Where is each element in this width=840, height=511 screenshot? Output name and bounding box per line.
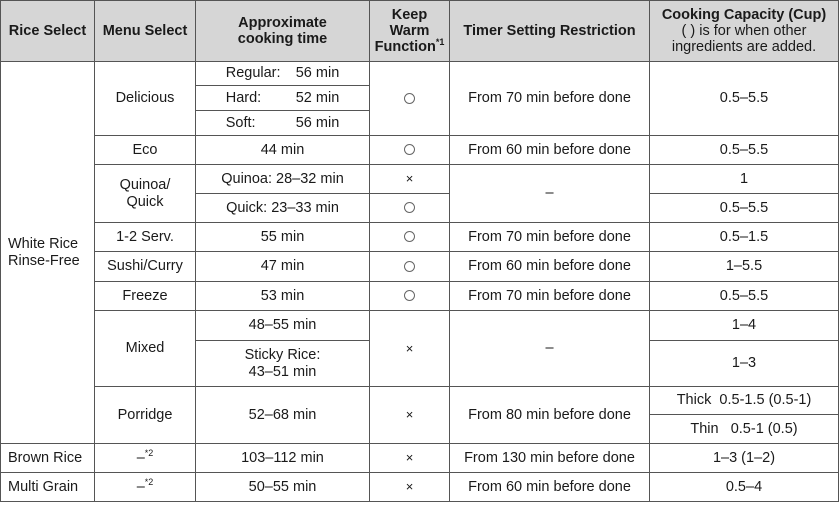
timer-delicious: From 70 min before done xyxy=(450,62,650,136)
circle-icon xyxy=(404,202,415,213)
timer-sushi-curry: From 60 min before done xyxy=(450,252,650,282)
capacity-brown-rice: 1–3 (1–2) xyxy=(650,444,839,473)
time-brown-rice: 103–112 min xyxy=(196,444,370,473)
table-row xyxy=(1,444,839,473)
keep-warm-multi-grain xyxy=(370,473,450,502)
time-porridge: 52–68 min xyxy=(196,387,370,444)
keep-warm-quinoa xyxy=(370,165,450,194)
circle-icon xyxy=(404,261,415,272)
capacity-thick: Thick 0.5-1.5 (0.5-1) xyxy=(650,387,838,415)
table-row xyxy=(1,165,839,194)
header-keep-warm: Keep Warm Function$^{*1}$ xyxy=(370,1,450,62)
capacity-quinoa: 1 xyxy=(650,165,839,194)
capacity-eco: 0.5–5.5 xyxy=(650,136,839,165)
table-row xyxy=(1,136,839,165)
timer-quinoa-quick: – xyxy=(450,165,650,223)
capacity-1-2-serv: 0.5–1.5 xyxy=(650,223,839,252)
capacity-freeze: 0.5–5.5 xyxy=(650,282,839,311)
circle-icon xyxy=(404,93,415,104)
timer-eco: From 60 min before done xyxy=(450,136,650,165)
circle-icon xyxy=(404,144,415,155)
header-cooking-time: Approximate cooking time xyxy=(196,1,370,62)
capacity-sushi-curry: 1–5.5 xyxy=(650,252,839,282)
capacity-quick: 0.5–5.5 xyxy=(650,194,839,223)
capacity-thin: Thin 0.5-1 (0.5) xyxy=(690,421,798,437)
keep-warm-porridge xyxy=(370,387,450,444)
table-row xyxy=(1,223,839,252)
table-row xyxy=(1,473,839,502)
menu-mixed: Mixed xyxy=(95,311,196,387)
header-timer: Timer Setting Restriction xyxy=(450,1,650,62)
menu-porridge: Porridge xyxy=(95,387,196,444)
header-menu-select: Menu Select xyxy=(95,1,196,62)
timer-porridge: From 80 min before done xyxy=(450,387,650,444)
cross-mark: × xyxy=(405,450,414,465)
header-capacity: Cooking Capacity (Cup) ( ) is for when other ingredients are added. xyxy=(650,1,839,62)
timer-mixed: – xyxy=(450,311,650,387)
time-1-2-serv: 55 min xyxy=(196,223,370,252)
group-white-rice: White Rice Rinse-Free xyxy=(1,62,95,444)
timer-freeze: From 70 min before done xyxy=(450,282,650,311)
menu-brown-rice: –$^{*2}$ xyxy=(95,444,196,473)
keep-warm-quick xyxy=(370,194,450,223)
time-quick: Quick: 23–33 min xyxy=(196,194,370,223)
group-brown-rice: Brown Rice xyxy=(1,444,95,473)
keep-warm-mixed xyxy=(370,311,450,387)
cross-mark: × xyxy=(405,407,414,422)
time-regular: Regular: 56 min xyxy=(196,62,370,86)
cross-mark: × xyxy=(405,479,414,494)
capacity-multi-grain: 0.5–4 xyxy=(650,473,839,502)
time-eco: 44 min xyxy=(196,136,370,165)
cross-mark: × xyxy=(405,171,414,186)
menu-delicious: Delicious xyxy=(95,62,196,136)
keep-warm-brown-rice xyxy=(370,444,450,473)
cross-mark: × xyxy=(405,340,414,356)
circle-icon xyxy=(404,231,415,242)
keep-warm-sushi-curry xyxy=(370,252,450,282)
menu-quinoa-quick: Quinoa/ Quick xyxy=(95,165,196,223)
time-freeze: 53 min xyxy=(196,282,370,311)
capacity-delicious: 0.5–5.5 xyxy=(650,62,839,136)
timer-1-2-serv: From 70 min before done xyxy=(450,223,650,252)
menu-multi-grain: –$^{*2}$ xyxy=(95,473,196,502)
table-row xyxy=(1,62,839,86)
capacity-mixed: 1–4 xyxy=(650,311,839,341)
table-row xyxy=(1,311,839,341)
time-mixed: 48–55 min xyxy=(196,311,370,341)
keep-warm-eco xyxy=(370,136,450,165)
group-multi-grain: Multi Grain xyxy=(1,473,95,502)
capacity-sticky-rice: 1–3 xyxy=(650,341,839,387)
time-sushi-curry: 47 min xyxy=(196,252,370,282)
footnote-1: *1 xyxy=(435,37,445,48)
time-quinoa: Quinoa: 28–32 min xyxy=(196,165,370,194)
table-row xyxy=(1,252,839,282)
time-multi-grain: 50–55 min xyxy=(196,473,370,502)
timer-multi-grain: From 60 min before done xyxy=(450,473,650,502)
menu-freeze: Freeze xyxy=(95,282,196,311)
menu-1-2-serv: 1-2 Serv. xyxy=(95,223,196,252)
time-soft: Soft: 56 min xyxy=(196,111,370,136)
table-row xyxy=(1,282,839,311)
timer-brown-rice: From 130 min before done xyxy=(450,444,650,473)
keep-warm-freeze xyxy=(370,282,450,311)
keep-warm-1-2-serv xyxy=(370,223,450,252)
table-row xyxy=(1,387,839,444)
circle-icon xyxy=(404,290,415,301)
keep-warm-delicious xyxy=(370,62,450,136)
header-row xyxy=(1,1,839,62)
header-rice-select: Rice Select xyxy=(1,1,95,62)
time-sticky-rice: Sticky Rice: 43–51 min xyxy=(196,341,370,387)
menu-eco: Eco xyxy=(95,136,196,165)
menu-sushi-curry: Sushi/Curry xyxy=(95,252,196,282)
time-hard: Hard: 52 min xyxy=(196,86,370,111)
capacity-porridge xyxy=(650,387,839,444)
